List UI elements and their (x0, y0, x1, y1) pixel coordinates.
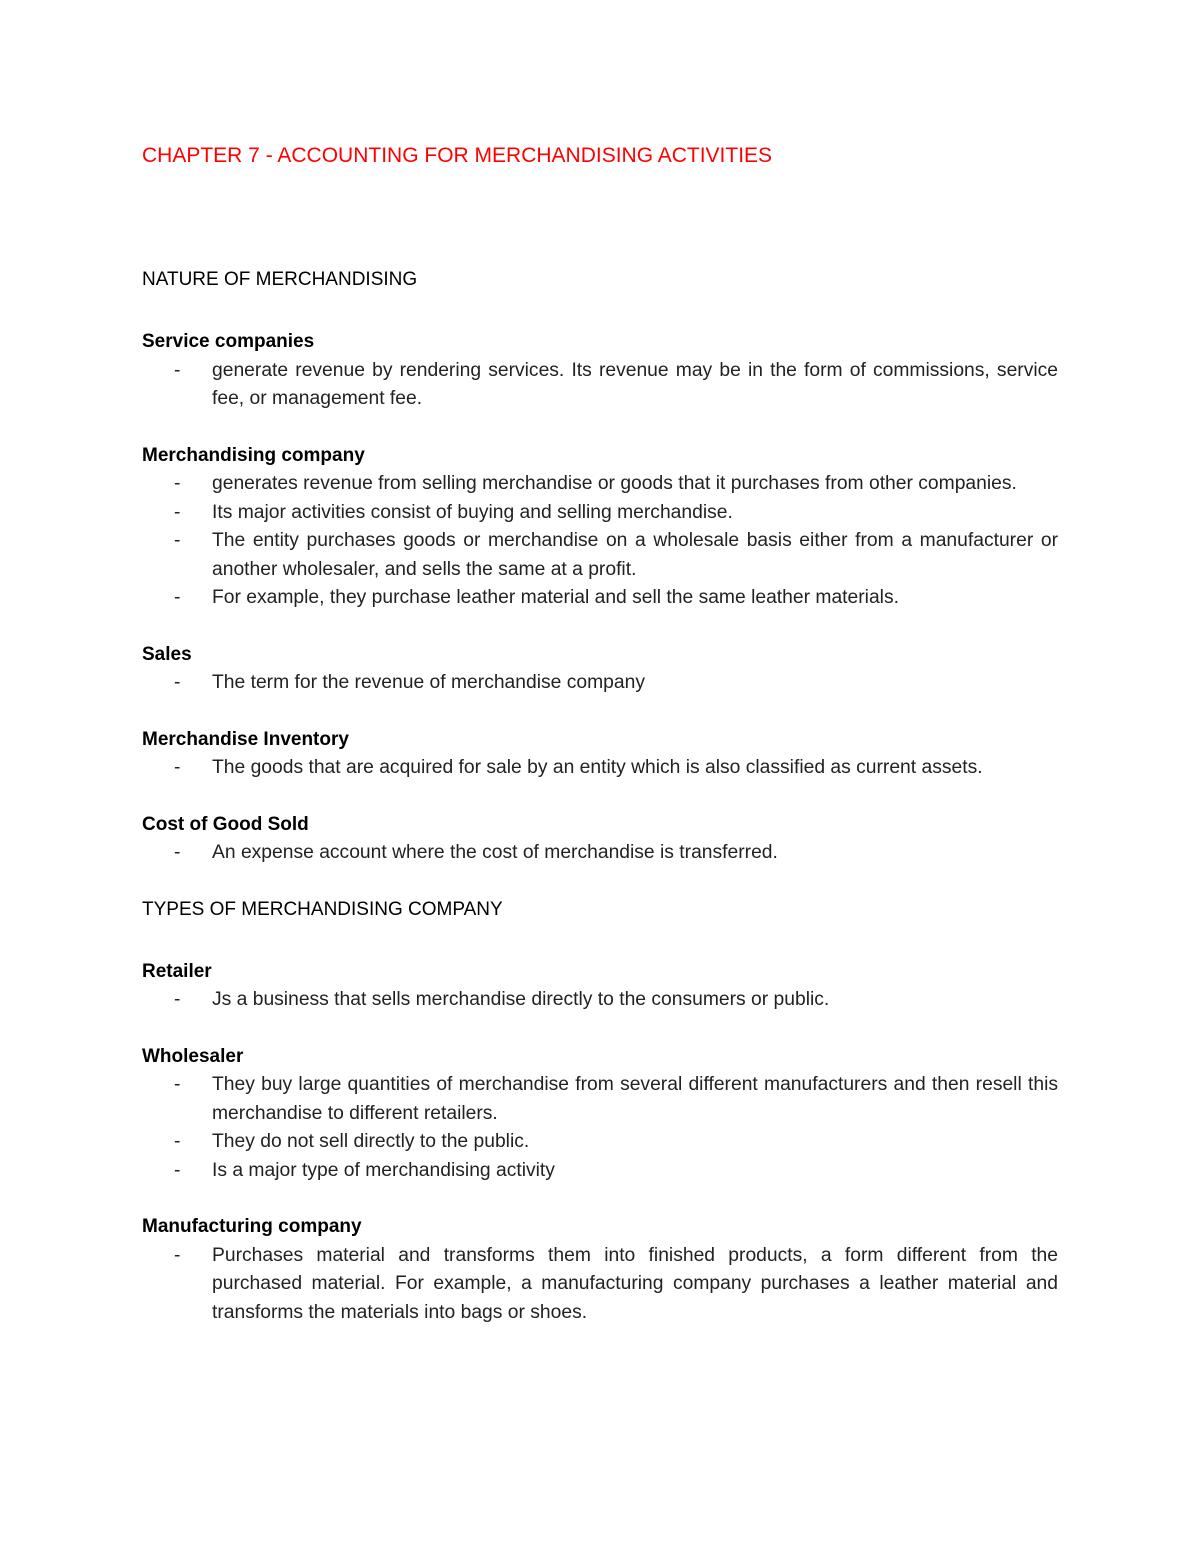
bullet-dash: - (174, 359, 181, 381)
bullet-item (142, 754, 1058, 783)
bullet-text: Its major activities consist of buying and selling merchandise. (212, 501, 733, 523)
term-title: Retailer (142, 960, 212, 982)
spacer (142, 698, 1058, 726)
spacer (142, 613, 1058, 641)
section-heading: NATURE OF MERCHANDISING (142, 269, 418, 290)
bullet-dash: - (174, 1074, 181, 1095)
bullet-text: The term for the revenue of merchandise company (212, 672, 645, 693)
spacer (142, 868, 1058, 896)
bullet-item (142, 839, 1058, 868)
bullet-text: The entity purchases goods or merchandise on a wholesale basis either from a manufacturer or another wholesaler, and sells the same at a profit. (212, 530, 1058, 580)
term-title: Wholesaler (142, 1045, 244, 1067)
bullet-list (142, 1071, 1058, 1185)
bullet-list (142, 470, 1058, 613)
document-body (142, 266, 1058, 1327)
term-title: Sales (142, 643, 192, 665)
bullet-item (142, 470, 1058, 499)
term-block (142, 1043, 1058, 1186)
term-title: Merchandise Inventory (142, 728, 349, 750)
bullet-item (142, 584, 1058, 613)
term-title: Merchandising company (142, 444, 365, 466)
bullet-dash: - (174, 757, 181, 778)
bullet-dash: - (174, 501, 181, 523)
chapter-title: CHAPTER 7 - ACCOUNTING FOR MERCHANDISING ACTIVITIES (142, 144, 773, 167)
bullet-text: For example, they purchase leather material and sell the same leather materials. (212, 587, 899, 608)
bullet-text: Purchases material and transforms them into finished products, a form different from the purchased material. For example, a manufacturing company purchases a leather material and transforms the materials into bags or shoes. (212, 1244, 1058, 1323)
spacer (142, 1185, 1058, 1213)
bullet-list (142, 357, 1058, 414)
bullet-item (142, 357, 1058, 414)
spacer (142, 924, 1058, 958)
bullet-item (142, 527, 1058, 584)
section (142, 896, 1058, 1328)
bullet-list (142, 986, 1058, 1015)
term-block (142, 1213, 1058, 1327)
term-block (142, 328, 1058, 414)
bullet-list (142, 754, 1058, 783)
bullet-dash: - (174, 1131, 181, 1152)
spacer (142, 294, 1058, 328)
term-block (142, 641, 1058, 698)
bullet-item (142, 986, 1058, 1015)
bullet-text: They buy large quantities of merchandise from several different manufacturers and then resell this merchandise to different retailers. (212, 1074, 1058, 1124)
term-block (142, 811, 1058, 868)
bullet-dash: - (174, 587, 181, 608)
bullet-text: The goods that are acquired for sale by an entity which is also classified as current assets. (212, 757, 983, 778)
bullet-dash: - (174, 1159, 181, 1181)
term-block (142, 958, 1058, 1015)
term-title: Service companies (142, 331, 315, 352)
bullet-list (142, 1242, 1058, 1328)
bullet-dash: - (174, 473, 181, 494)
bullet-text: generates revenue from selling merchandise or goods that it purchases from other companies. (212, 473, 1017, 494)
spacer (142, 783, 1058, 811)
bullet-text: Js a business that sells merchandise directly to the consumers or public. (212, 989, 830, 1010)
bullet-text: They do not sell directly to the public. (212, 1131, 530, 1152)
spacer (142, 1015, 1058, 1043)
bullet-dash: - (174, 530, 181, 551)
spacer (142, 172, 1058, 266)
bullet-item (142, 1071, 1058, 1128)
term-title: Manufacturing company (142, 1216, 362, 1237)
bullet-dash: - (174, 989, 181, 1010)
bullet-text: An expense account where the cost of merchandise is transferred. (212, 842, 778, 863)
spacer (142, 414, 1058, 442)
bullet-dash: - (174, 842, 181, 863)
term-block (142, 442, 1058, 613)
bullet-text: generate revenue by rendering services. Its revenue may be in the form of commissions, service fee, or management fee. (212, 359, 1058, 409)
bullet-item (142, 1157, 1058, 1186)
bullet-item (142, 1242, 1058, 1328)
term-title: Cost of Good Sold (142, 813, 309, 835)
bullet-list (142, 839, 1058, 868)
section (142, 266, 1058, 868)
term-block (142, 726, 1058, 783)
bullet-item (142, 1128, 1058, 1157)
bullet-text: Is a major type of merchandising activity (212, 1159, 555, 1181)
bullet-dash: - (174, 672, 181, 693)
document-page (142, 140, 1058, 1327)
section-heading: TYPES OF MERCHANDISING COMPANY (142, 898, 503, 920)
bullet-dash: - (174, 1244, 181, 1266)
bullet-item (142, 499, 1058, 528)
bullet-item (142, 669, 1058, 698)
bullet-list (142, 669, 1058, 698)
